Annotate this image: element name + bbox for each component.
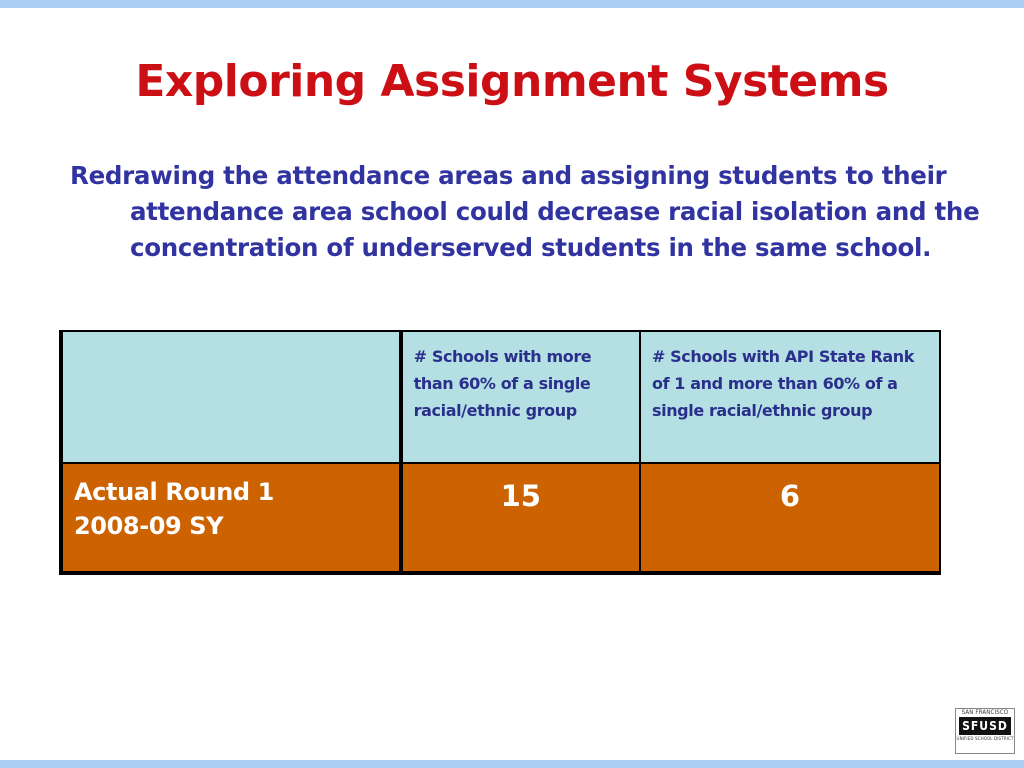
- logo-main-text: SFUSD: [959, 717, 1011, 735]
- row-label-line1: Actual Round 1: [74, 478, 274, 506]
- table-row: [61, 463, 940, 573]
- table-header-cell: [640, 331, 940, 463]
- bottom-accent-band: [0, 760, 1024, 768]
- table-header-empty-cell: [61, 331, 401, 463]
- top-accent-band: [0, 0, 1024, 8]
- row-label: [64, 465, 398, 543]
- row-label-line2: 2008-09 SY: [74, 512, 224, 540]
- table-header-schools-60pct: # Schools with more than 60% of a single racial/ethnic group: [413, 347, 592, 420]
- table-header-cell: [401, 331, 640, 463]
- sfusd-logo: [955, 708, 1015, 754]
- value-schools-60pct: 15: [500, 479, 541, 513]
- table-header-row: [61, 331, 940, 463]
- table-cell: [640, 463, 940, 573]
- table-header-api-rank: # Schools with API State Rank of 1 and more than 60% of a single racial/ethnic group: [651, 347, 915, 420]
- value-api-rank: 6: [779, 479, 801, 513]
- table-header-label: [64, 333, 398, 343]
- slide-title: Exploring Assignment Systems: [135, 56, 889, 107]
- logo-top-text: SAN FRANCISCO: [961, 709, 1009, 716]
- slide-body-text: Redrawing the attendance areas and assigning students to their attendance area school could decrease racial isolation and the concentration of underserved students in the same school.: [70, 161, 980, 262]
- table-row-label-cell: [61, 463, 401, 573]
- logo-bottom-text: UNIFIED SCHOOL DISTRICT: [956, 737, 1014, 742]
- table-cell: [401, 463, 640, 573]
- comparison-table: [59, 330, 941, 575]
